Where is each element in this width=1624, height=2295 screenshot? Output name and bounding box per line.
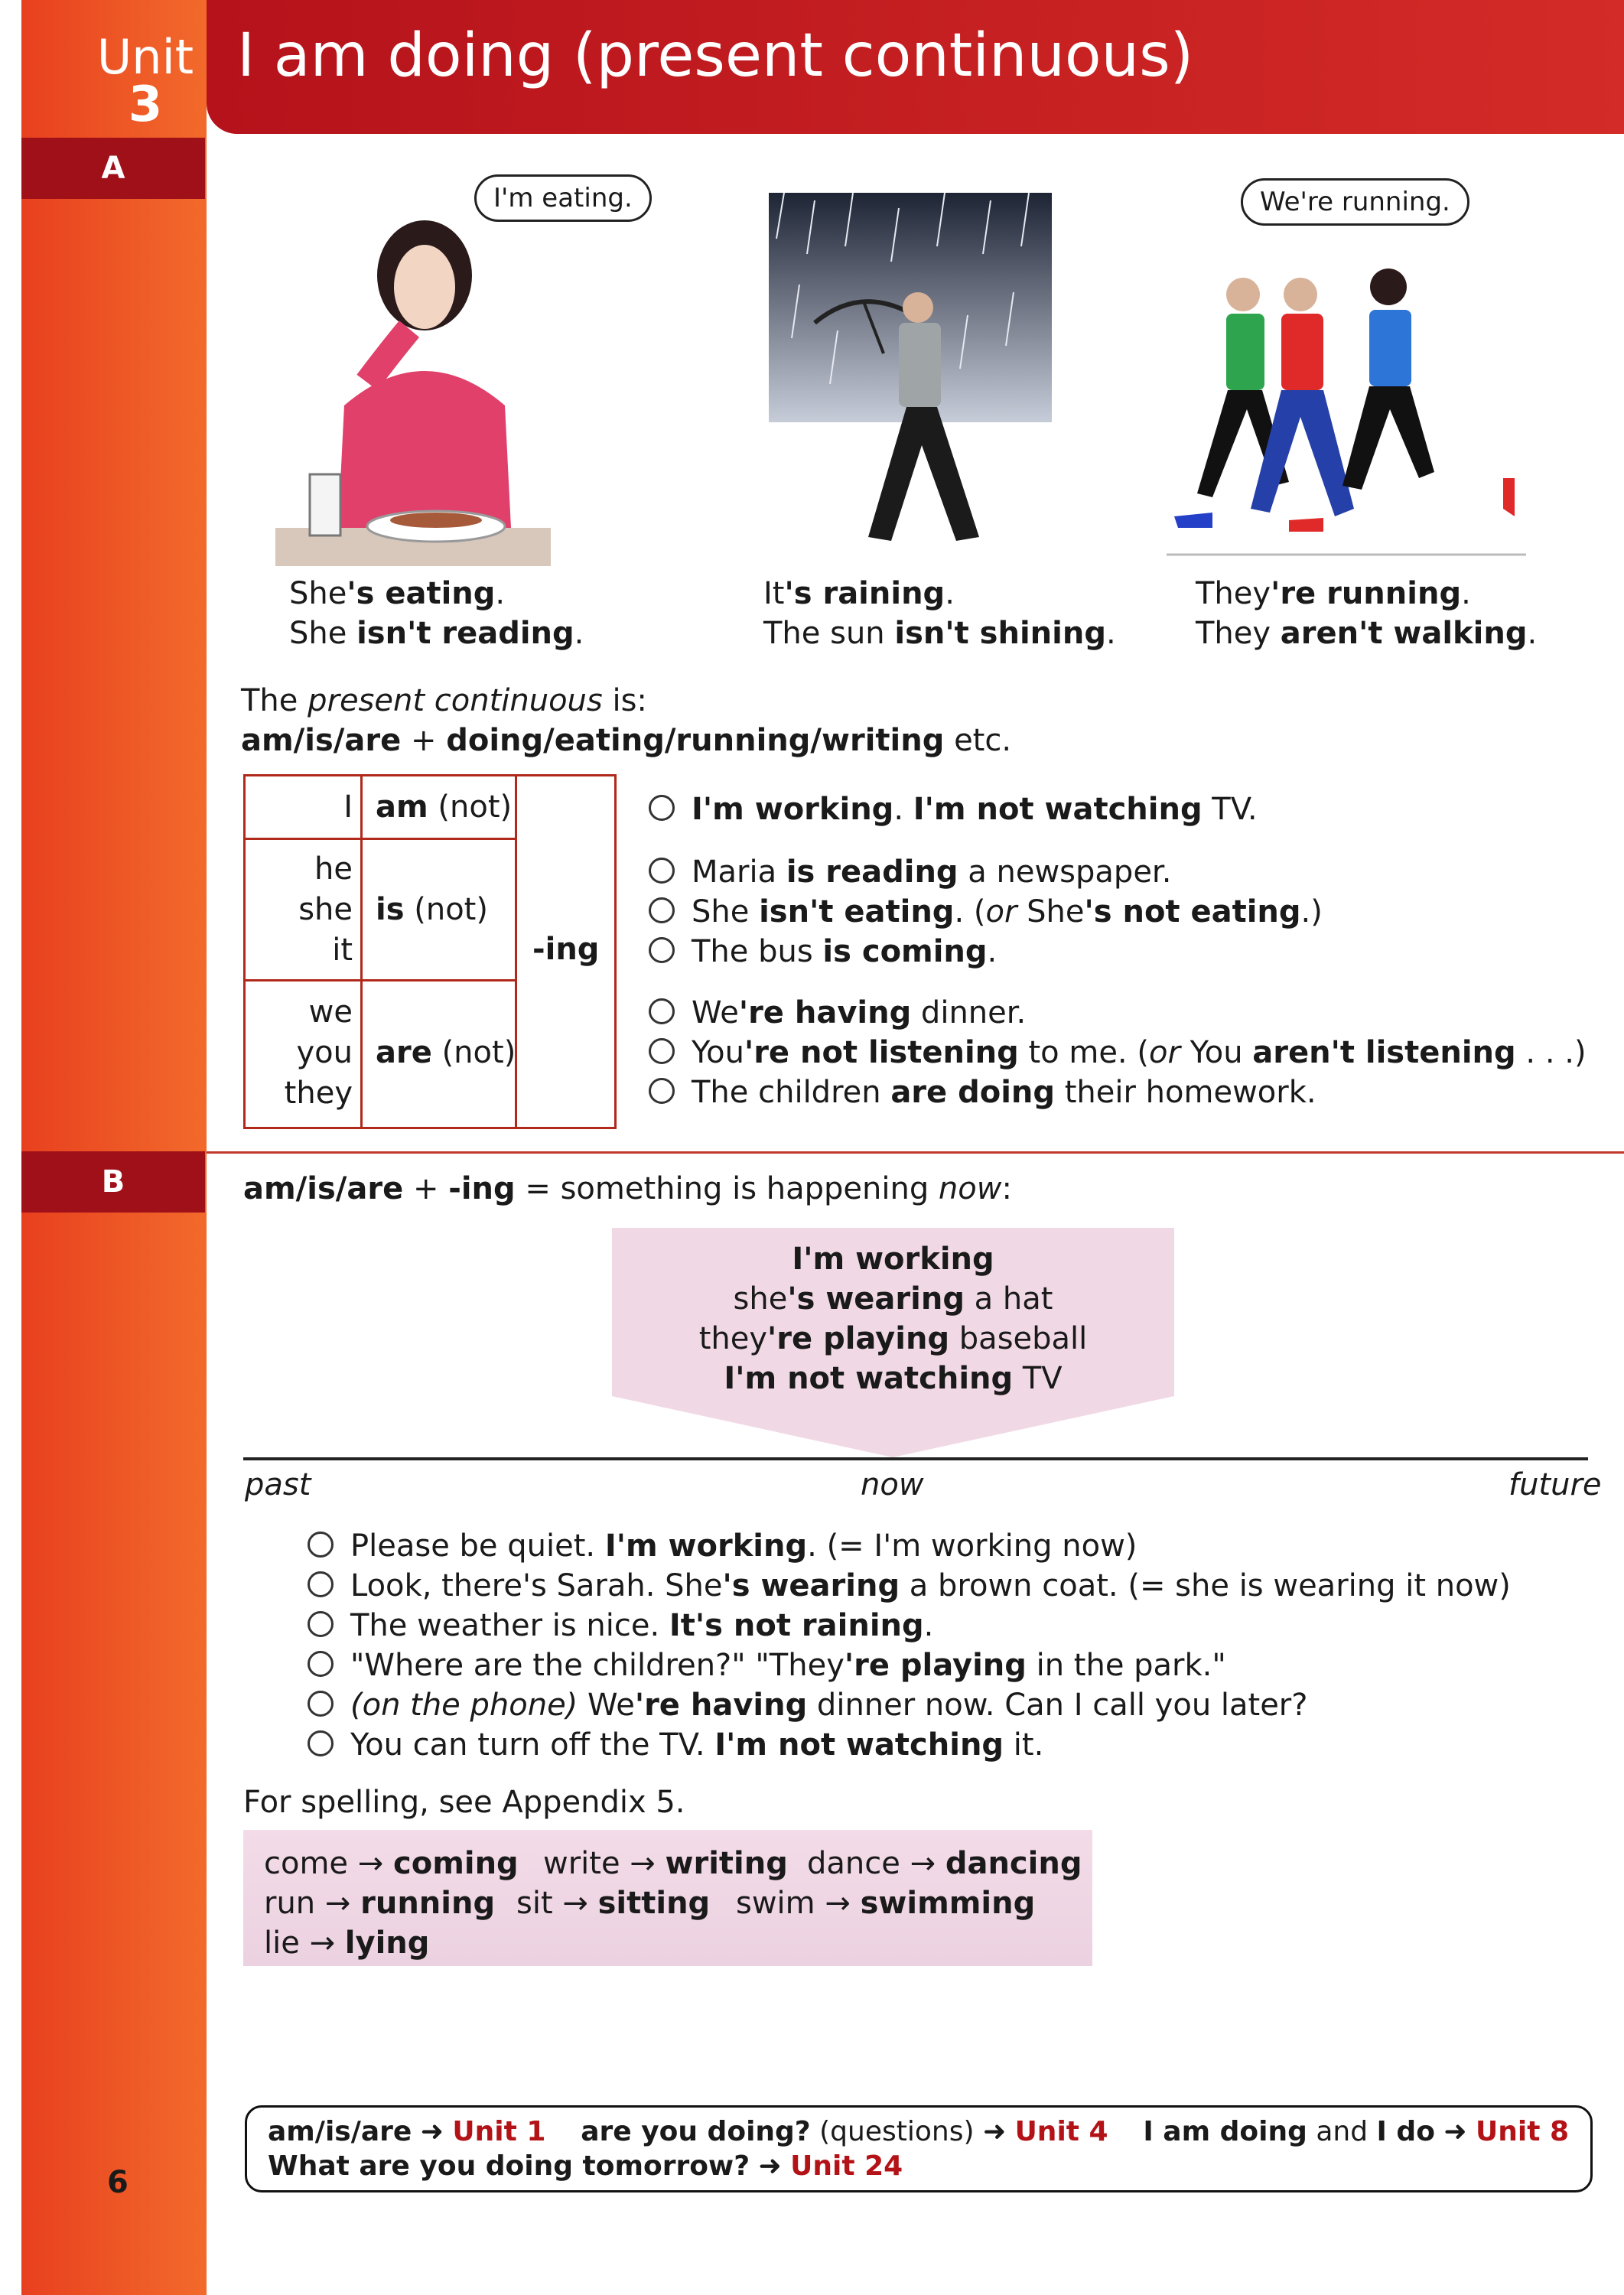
speech-bubble-eating: I'm eating.: [474, 174, 652, 222]
bullet-circle-icon: [308, 1571, 334, 1597]
bullet-circle-icon: [308, 1730, 334, 1756]
table-example: Maria is reading a newspaper.: [649, 852, 1171, 892]
bullet-circle-icon: [649, 858, 675, 884]
conjugation-table: [243, 774, 617, 1129]
verb-are: are (not): [376, 1035, 516, 1070]
example-b: (on the phone) We're having dinner now. Can I call you later?: [308, 1685, 1307, 1725]
spelling-pair: sit → sitting: [516, 1886, 711, 1921]
caption-eating: She's eating. She isn't reading.: [289, 576, 584, 651]
bullet-circle-icon: [308, 1651, 334, 1677]
table-example: She isn't eating. (or She's not eating.): [649, 892, 1323, 932]
unit-label: Unit: [96, 29, 194, 85]
table-example: The bus is coming.: [649, 932, 997, 972]
bullet-circle-icon: [308, 1532, 334, 1558]
subject-i: I: [343, 789, 353, 825]
timeline: [243, 1457, 1588, 1460]
left-color-band: [21, 0, 207, 2295]
table-example: The children are doing their homework.: [649, 1073, 1316, 1112]
ing-suffix: -ing: [532, 932, 600, 967]
unit-number: 3: [128, 76, 163, 133]
bullet-circle-icon: [649, 795, 675, 821]
xref-unit-1[interactable]: am/is/are ➜ Unit 1: [268, 2116, 546, 2147]
example-b: Please be quiet. I'm working. (= I'm working now): [308, 1526, 1137, 1566]
spelling-pair: dance → dancing: [807, 1846, 1082, 1881]
timeline-past: past: [245, 1467, 311, 1502]
example-b: You can turn off the TV. I'm not watching it.: [308, 1725, 1043, 1765]
section-b-rule: am/is/are + -ing = something is happening now:: [243, 1171, 1012, 1206]
speech-bubble-running: We're running.: [1241, 178, 1469, 226]
spelling-pair: write → writing: [543, 1846, 788, 1881]
section-tab-b: [21, 1151, 205, 1213]
section-divider: [207, 1151, 1624, 1154]
page-title: I am doing (present continuous): [237, 21, 1194, 90]
table-example: I'm working. I'm not watching TV.: [649, 789, 1258, 829]
section-a-label: A: [101, 151, 125, 186]
now-examples-box: I'm working she's wearing a hat they're playing baseball I'm not watching TV: [698, 1242, 1088, 1396]
spelling-pair: swim → swimming: [736, 1886, 1036, 1921]
bullet-circle-icon: [649, 998, 675, 1024]
caption-running: They're running. They aren't walking.: [1196, 576, 1538, 651]
timeline-future: future: [1508, 1467, 1602, 1502]
bullet-circle-icon: [649, 1078, 675, 1104]
table-example: We're having dinner.: [649, 993, 1026, 1033]
spelling-pair: lie → lying: [264, 1926, 430, 1961]
intro-text: The present continuous is: am/is/are + doing/eating/running/writing etc.: [241, 683, 1012, 758]
bullet-circle-icon: [308, 1611, 334, 1637]
section-b-label: B: [101, 1164, 125, 1200]
xref-unit-4[interactable]: are you doing? (questions) ➜ Unit 4: [581, 2116, 1108, 2147]
verb-am: am (not): [376, 789, 513, 825]
page-number: 6: [107, 2165, 129, 2200]
example-b: The weather is nice. It's not raining.: [308, 1606, 933, 1646]
spelling-pair: run → running: [264, 1886, 496, 1921]
bullet-circle-icon: [649, 897, 675, 923]
section-tab-a: [21, 138, 205, 199]
example-b: Look, there's Sarah. She's wearing a brown coat. (= she is wearing it now): [308, 1566, 1511, 1606]
running-illustration: [1167, 264, 1526, 558]
subjects-he-she-it: he she it: [298, 851, 353, 968]
spelling-note: For spelling, see Appendix 5.: [243, 1785, 685, 1820]
bullet-circle-icon: [308, 1691, 334, 1717]
woman-eating-illustration: [275, 207, 551, 566]
spelling-pair: come → coming: [264, 1846, 519, 1881]
table-example: You're not listening to me. (or You aren't listening . . .): [649, 1033, 1587, 1073]
xref-unit-24[interactable]: What are you doing tomorrow? ➜ Unit 24: [268, 2150, 903, 2182]
caption-raining: It's raining. The sun isn't shining.: [763, 576, 1116, 651]
subjects-we-you-they: we you they: [284, 994, 353, 1111]
bullet-circle-icon: [649, 1038, 675, 1064]
verb-is: is (not): [376, 892, 488, 927]
xref-unit-8[interactable]: I am doing and I do ➜ Unit 8: [1143, 2116, 1570, 2147]
bullet-circle-icon: [649, 937, 675, 963]
cross-reference-line-1: [268, 2115, 1569, 2149]
timeline-now: now: [861, 1467, 924, 1502]
rain-illustration: [769, 193, 1052, 556]
example-b: "Where are the children?" "They're playing in the park.": [308, 1646, 1226, 1685]
